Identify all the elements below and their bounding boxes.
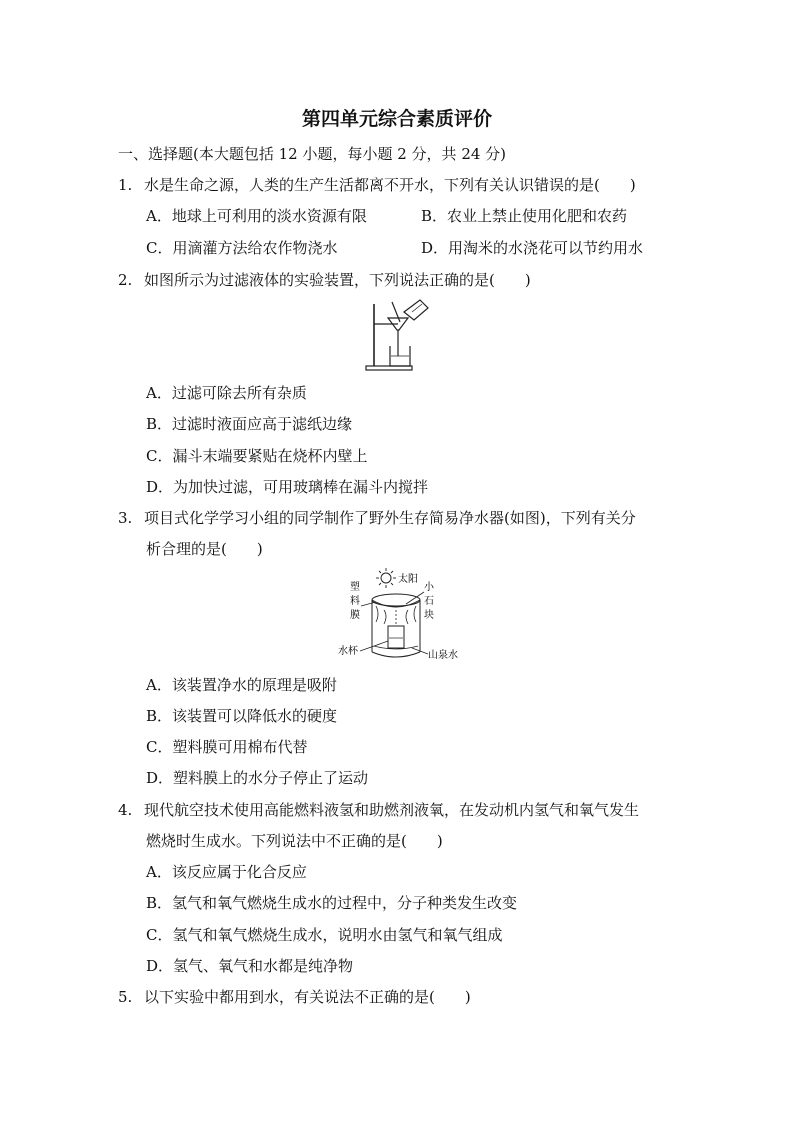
label-film-2: 料 (350, 596, 360, 607)
q4-option-a: A．该反应属于化合反应 (146, 863, 307, 881)
question-number: 5. (118, 988, 133, 1006)
q4-option-b: B．氢气和氧气燃烧生成水的过程中，分子种类发生改变 (146, 894, 518, 912)
question-stem: 如图所示为过滤液体的实验装置，下列说法正确的是( ) (144, 271, 531, 289)
question-stem: 水是生命之源，人类的生产生活都离不开水，下列有关认识错误的是( ) (144, 176, 636, 194)
label-stone-3: 块 (424, 610, 434, 621)
q1-option-b: B．农业上禁止使用化肥和农药 (421, 207, 628, 225)
label-cup: 水杯 (338, 646, 358, 657)
question-stem: 以下实验中都用到水，有关说法不正确的是( ) (144, 988, 471, 1006)
question-number: 1. (118, 176, 133, 194)
q3-option-d: D．塑料膜上的水分子停止了运动 (146, 769, 369, 787)
section-heading: 一、选择题(本大题包括 12 小题，每小题 2 分，共 24 分) (118, 145, 507, 163)
question-stem-line-2: 燃烧时生成水。下列说法中不正确的是( ) (146, 832, 443, 850)
q1-option-a: A．地球上可利用的淡水资源有限 (146, 207, 367, 225)
label-film-3: 膜 (350, 610, 360, 621)
q2-option-a: A．过滤可除去所有杂质 (146, 384, 307, 402)
label-stone-2: 石 (424, 596, 434, 607)
q3-option-c: C．塑料膜可用棉布代替 (146, 738, 308, 756)
q2-option-b: B．过滤时液面应高于滤纸边缘 (146, 415, 353, 433)
sun-icon (376, 568, 396, 588)
question-stem-line-1: 现代航空技术使用高能燃料液氢和助燃剂液氧，在发动机内氢气和氧气发生 (144, 801, 640, 819)
question-5 (118, 987, 471, 1007)
q3-option-a: A．该装置净水的原理是吸附 (146, 676, 337, 694)
question-3 (118, 508, 636, 528)
water-purifier-figure (336, 566, 464, 666)
label-film-1: 塑 (350, 582, 360, 593)
label-spring-water: 山泉水 (428, 650, 458, 661)
question-number: 4. (118, 801, 133, 819)
question-stem-line-2: 析合理的是( ) (146, 540, 263, 558)
label-sun: 太阳 (398, 574, 418, 585)
question-number: 2. (118, 271, 133, 289)
q1-option-d: D．用淘米的水浇花可以节约用水 (421, 239, 644, 257)
q2-option-c: C．漏斗末端要紧贴在烧杯内壁上 (146, 447, 368, 465)
label-stone-1: 小 (424, 582, 434, 593)
q3-option-b: B．该装置可以降低水的硬度 (146, 707, 338, 725)
question-stem-line-1: 项目式化学学习小组的同学制作了野外生存简易净水器(如图)，下列有关分 (144, 509, 636, 527)
filtration-apparatus-figure (364, 298, 432, 372)
q2-option-d: D．为加快过滤，可用玻璃棒在漏斗内搅拌 (146, 478, 429, 496)
q1-option-c: C．用滴灌方法给农作物浇水 (146, 239, 338, 257)
q4-option-c: C．氢气和氧气燃烧生成水，说明水由氢气和氧气组成 (146, 926, 503, 944)
question-2 (118, 270, 531, 290)
question-4 (118, 800, 639, 820)
q4-option-d: D．氢气、氧气和水都是纯净物 (146, 957, 354, 975)
question-1 (118, 175, 636, 195)
question-number: 3. (118, 509, 133, 527)
page-title: 第四单元综合素质评价 (301, 108, 492, 130)
